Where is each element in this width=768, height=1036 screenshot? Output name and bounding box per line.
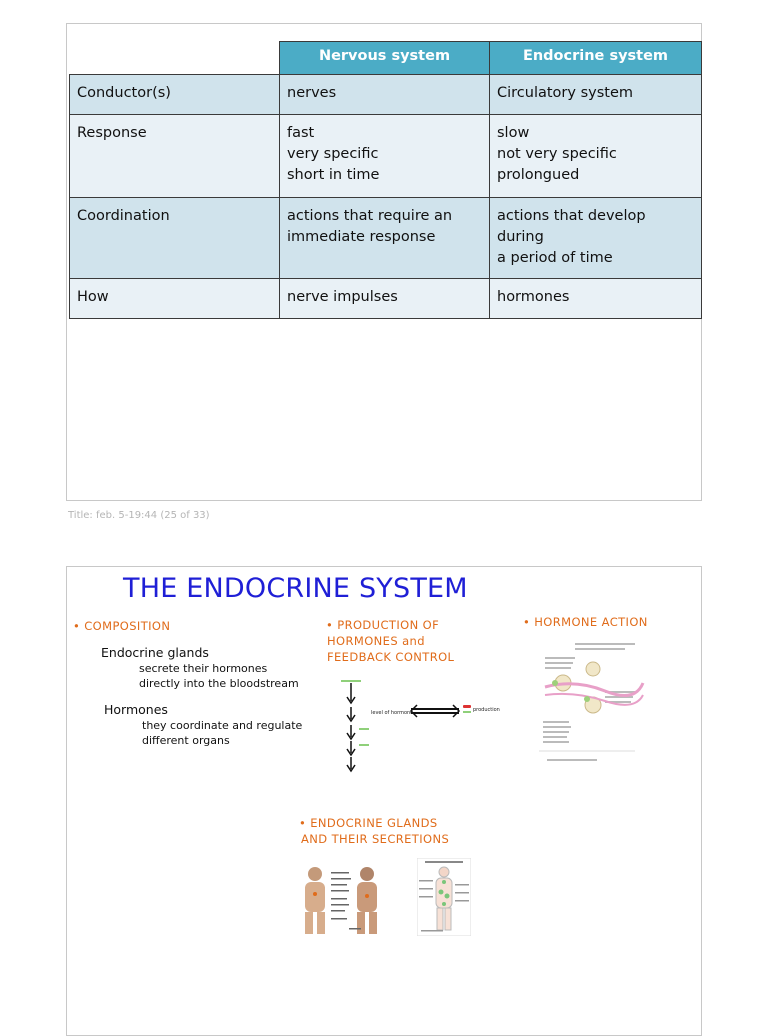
cell-line: short in time: [287, 167, 380, 183]
cell-nervous: [280, 279, 490, 319]
table-row: [70, 115, 702, 198]
row-label-response: Response: [70, 115, 280, 198]
cell-line: not very specific: [497, 146, 617, 162]
table-row: [70, 198, 702, 279]
cell-line: very specific: [287, 146, 379, 162]
table-header-row: [70, 42, 702, 75]
cell-line: hormones: [497, 289, 570, 305]
cell-line: nerves: [287, 85, 337, 101]
production-heading-line: • PRODUCTION OF: [326, 618, 440, 632]
row-label-coordination: Coordination: [70, 198, 280, 279]
feedback-label-left: level of hormone: [371, 710, 414, 716]
hormones-label: Hormones: [104, 702, 168, 717]
header-nervous-system: Nervous system: [280, 42, 490, 75]
slide-comparison-table: [66, 23, 702, 501]
slide-endocrine-system: [66, 566, 702, 1036]
cell-line: fast: [287, 125, 315, 141]
hormones-desc-line: they coordinate and regulate: [142, 719, 303, 732]
glands-heading-line: AND THEIR SECRETIONS: [301, 832, 450, 846]
production-heading-line: FEEDBACK CONTROL: [327, 650, 455, 664]
cell-endocrine: [490, 279, 702, 319]
glands-heading-line: • ENDOCRINE GLANDS: [299, 816, 438, 830]
hormone-action-diagram: [535, 639, 647, 767]
endocrine-glands-label: Endocrine glands: [101, 645, 209, 660]
production-heading-line: HORMONES and: [327, 634, 425, 648]
comparison-table: [69, 41, 702, 319]
header-blank: [70, 42, 280, 75]
feedback-diagram: [331, 677, 503, 777]
hormone-action-heading: • HORMONE ACTION: [523, 615, 648, 629]
table-row: [70, 75, 702, 115]
cell-nervous: [280, 75, 490, 115]
cell-endocrine: [490, 75, 702, 115]
cell-line: actions that develop during: [497, 208, 646, 245]
header-endocrine-system: Endocrine system: [490, 42, 702, 75]
cell-endocrine: [490, 115, 702, 198]
endocrine-system-illustration: [417, 858, 471, 936]
table-row: [70, 279, 702, 319]
cell-line: prolongued: [497, 167, 580, 183]
hormones-desc-line: different organs: [142, 734, 230, 747]
cell-line: immediate response: [287, 229, 436, 245]
composition-heading: • COMPOSITION: [73, 619, 171, 633]
cell-line: slow: [497, 125, 530, 141]
slide-title: THE ENDOCRINE SYSTEM: [123, 573, 468, 604]
glands-desc-line: directly into the bloodstream: [139, 677, 299, 690]
glands-desc-line: secrete their hormones: [139, 662, 268, 675]
cell-nervous: [280, 115, 490, 198]
cell-line: a period of time: [497, 250, 613, 266]
slide-caption: Title: feb. 5-19:44 (25 of 33): [68, 510, 210, 521]
cell-nervous: [280, 198, 490, 279]
cell-line: actions that require an: [287, 208, 453, 224]
cell-endocrine: [490, 198, 702, 279]
row-label-conductors: Conductor(s): [70, 75, 280, 115]
feedback-label-right: production: [473, 707, 500, 713]
cell-line: Circulatory system: [497, 85, 634, 101]
glands-anatomy-illustration: [293, 864, 389, 936]
row-label-how: How: [70, 279, 280, 319]
cell-line: nerve impulses: [287, 289, 398, 305]
